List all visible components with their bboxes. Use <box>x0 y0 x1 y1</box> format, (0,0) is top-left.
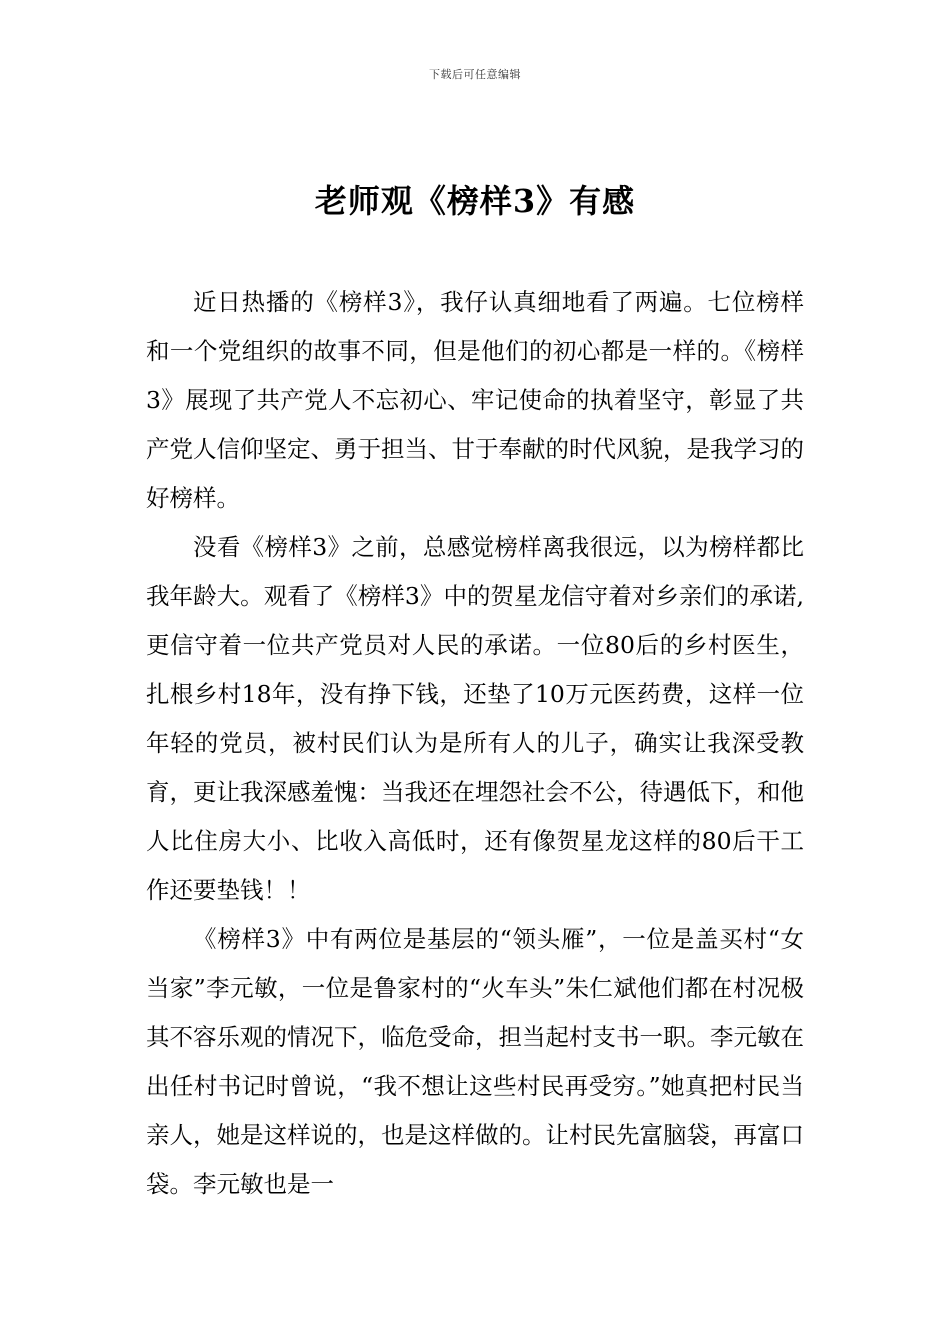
paragraph-3: 《榜样3》中有两位是基层的“领头雁”，一位是盖买村“女当家”李元敏，一位是鲁家村的“火车头”朱仁斌他们都在村况极其不容乐观的情况下，临危受命，担当起村支书一职。李元敏在出任村书记时曾说，“我不想让这些村民再受穷。”她真把村民当亲人，她是这样说的，也是这样做的。让村民先富脑袋，再富口袋。李元敏也是一 <box>146 925 804 1198</box>
paragraph-1: 近日热播的《榜样3》，我仔认真细地看了两遍。七位榜样和一个党组织的故事不同，但是他们的初心都是一样的。《榜样3》展现了共产党人不忘初心、牢记使命的执着坚守，彰显了共产党人信仰坚定、勇于担当、甘于奉献的时代风貌，是我学习的好榜样。 <box>146 288 804 512</box>
document-title: 老师观《榜样3》有感 <box>314 182 636 220</box>
paragraph-2: 没看《榜样3》之前，总感觉榜样离我很远，以为榜样都比我年龄大。观看了《榜样3》中的贺星龙信守着对乡亲们的承诺,更信守着一位共产党员对人民的承诺。一位80后的乡村医生，扎根乡村18年，没有挣下钱，还垫了10万元医药费，这样一位年轻的党员，被村民们认为是所有人的儿子，确实让我深受教育，更让我深感羞愧：当我还在埋怨社会不公，待遇低下，和他人比住房大小、比收入高低时，还有像贺星龙这样的80后干工作还要垫钱！！ <box>146 533 804 904</box>
header-note: 下载后可任意编辑 <box>429 68 521 81</box>
document-body <box>146 278 804 1209</box>
